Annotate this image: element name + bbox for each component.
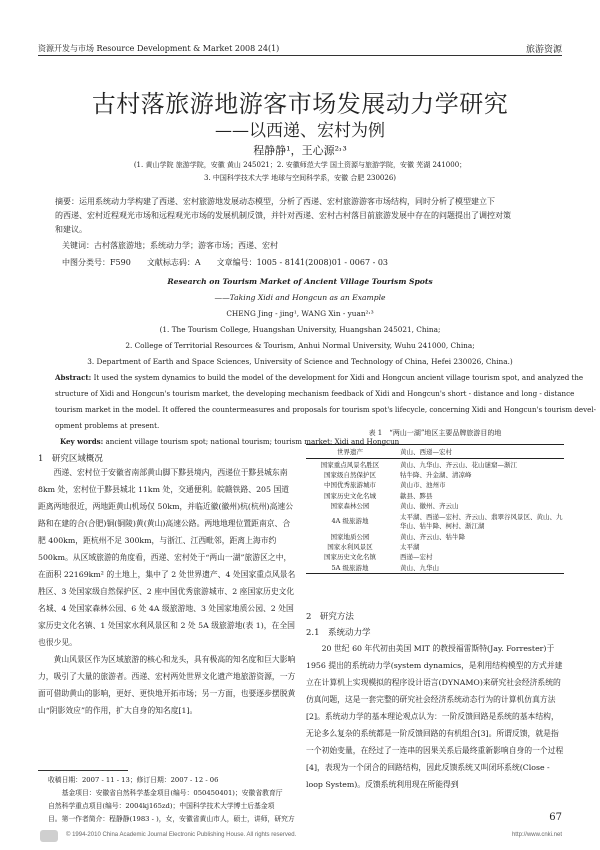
affiliation-line: (1. 黄山学院 旅游学院，安徽 黄山 245021；2. 安徽师范大学 国土资源与旅游学院，安徽 芜湖 241000； bbox=[133, 161, 467, 169]
table-cell: 5A 级旅游地 bbox=[331, 563, 369, 572]
subsection-heading: 2.1 系统动力学 bbox=[306, 628, 371, 638]
table-header-cell: 世界遗产 bbox=[337, 448, 363, 456]
footer-url-link[interactable]: http://www.cnki.net bbox=[511, 832, 562, 838]
page-number: 67 bbox=[549, 812, 562, 823]
section-heading: 2 研究方法 bbox=[306, 612, 354, 622]
table-header-row bbox=[306, 445, 564, 459]
table-cell: 国家森林公园 bbox=[330, 502, 370, 511]
body-paragraph: 20 世纪 60 年代初由美国 MIT 的教授福雷斯特(Jay. Forrester)于 1956 提出的系统动力学(system dynamics，是利用结构模型的方式并建立在计算机上实现模拟的程序设计语言(DYNAMO)来研究社会经济系统的仿真问题，这是一套完整的研究社会经济系统动态行为的计算机仿真方法[2]。系统动力学的基本理论观点认为：一阶反馈回路是系统的基本结构，无论多么复杂的系统都是一阶反馈回路的有机组合[3]。所谓反馈，就是指一个初始变量，在经过了一连串的因果关系后最终重新影响自身的一个过程[4]，表现为一个闭合的回路结构，因此反馈系统又叫闭环系统(Close - loop System)。反馈系统利用现在所能得到 bbox=[306, 644, 564, 789]
table-cell: 歙县、黟县 bbox=[400, 491, 433, 500]
table-row bbox=[306, 531, 564, 541]
journal-header: 资源开发与市场 Resource Development & Market 2008 24(1) bbox=[38, 44, 280, 53]
table-cell: 中国优秀旅游城市 bbox=[324, 481, 376, 490]
paper-authors: 程静静¹，王心源²˒³ bbox=[253, 144, 347, 157]
abstract-cn-line: 摘要：运用系统动力学构建了西递、宏村旅游地发展动态模型，分析了西递、宏村旅游游客市场结构，同时分析了模型建立下 bbox=[55, 197, 495, 206]
table-caption: 表 1 “两山一湖”地区主要品牌旅游目的地 bbox=[368, 429, 502, 437]
table-row bbox=[306, 459, 564, 469]
table-cell: 牯牛降、升金湖、清凉峰 bbox=[400, 471, 472, 480]
header-divider bbox=[38, 55, 562, 56]
table-row bbox=[306, 552, 564, 562]
table-cell: 国家历史文化名城 bbox=[324, 491, 376, 500]
table-cell: 国家地质公园 bbox=[330, 532, 370, 541]
right-column-body bbox=[306, 640, 564, 793]
table-cell: 黄山、九华山、齐云山、花山谜窟—渐江 bbox=[400, 460, 517, 469]
table-row bbox=[306, 490, 564, 500]
table-cell: 黄山市、池州市 bbox=[400, 481, 446, 490]
english-affiliation: (1. The Tourism College, Huangshan University, Huangshan 245021, China; bbox=[159, 325, 441, 334]
table-row bbox=[306, 501, 564, 511]
body-paragraph: 黄山风景区作为区域旅游的核心和龙头，具有极高的知名度和巨大影响力，吸引了大量的旅游者。西递、宏村两处世界文化遗产地旅游资源，一方面可借助黄山的影响，更好、更快地开拓市场；另一方面，也要逐步摆脱黄山“阴影效应”的作用，扩大自身的知名度[1]。 bbox=[38, 655, 296, 715]
table-cell: 黄山、齐云山、牯牛降 bbox=[400, 532, 465, 541]
abstract-en-text: It used the system dynamics to build the model of the development for Xidi and Hongcun ancient village tourism spot, and analyzed the bbox=[93, 373, 584, 382]
data-table bbox=[306, 444, 564, 574]
table-cell: 国家重点风景名胜区 bbox=[320, 460, 380, 469]
classification-line: 中图分类号：F590 文献标志码：A 文章编号：1005 - 8141(2008)01 - 0067 - 03 bbox=[62, 258, 389, 267]
section-heading: 1 研究区域概况 bbox=[38, 454, 103, 464]
footnote: 收稿日期：2007 - 11 - 13；修订日期：2007 - 12 - 06 bbox=[48, 776, 219, 784]
footnote: 第一作者简介：程静静(1983 - )，女，安徽省黄山市人，硕士，讲师，研究方 bbox=[61, 815, 295, 823]
table-row bbox=[306, 541, 564, 551]
table-cell: 黄山、九华山 bbox=[400, 563, 439, 572]
english-title: Research on Tourism Market of Ancient Village Tourism Spots bbox=[167, 277, 433, 286]
abstract-en-line bbox=[55, 373, 583, 382]
table-cell: 太平湖 bbox=[400, 543, 420, 552]
table-cell: 太平湖、西递—宏村、齐云山、翡翠谷风景区、黄山、九华山、牯牛降、柯村、渐江湖 bbox=[400, 512, 563, 530]
table-row bbox=[306, 480, 564, 490]
table-cell: 西递—宏村 bbox=[400, 553, 433, 562]
table-cell: 4A 级旅游地 bbox=[331, 517, 369, 526]
table-header-cell: 黄山、西递—宏村 bbox=[400, 448, 452, 456]
section-header: 旅游资源 bbox=[525, 45, 562, 55]
footer-bar bbox=[0, 829, 600, 843]
body-paragraph: 西递、宏村位于安徽省南部黄山脚下黟县境内，西递位于黟县城东南 8km 处，宏村位于黟县城北 11km 处，交通便利。皖赣铁路、205 国道距离两地很近，两地距黄山机场仅 50km，并临近徽(徽州)杭(杭州)高速公路和在建的合(合肥)铜(铜陵)黄(黄山)高速公路。两地地理位置距南京、合肥 400km，距杭州不足 300km，与浙江、江西毗邻，距离上海市约 500km。从区域旅游的角度看，西递、宏村处于“两山一湖”旅游区之中，在面积 22169km² 的土地上，集中了 2 处世界遗产、4 处国家重点风景名胜区、3 处国家级自然保护区、2 座中国优秀旅游城市、2 座国家历史文化名城、4 处国家森林公园、6 处 4A 级旅游地、3 处国家地质公园、2 处国家历史文化名镇、1 处国家水利风景区和 2 处 5A 级旅游地(表 1)，在全国也很少见。 bbox=[38, 468, 296, 647]
table-row bbox=[306, 562, 564, 572]
english-authors: CHENG Jing - jing¹, WANG Xin - yuan²˒³ bbox=[226, 309, 374, 318]
keywords-en-label: Key words: bbox=[60, 437, 104, 446]
paper-title: 古村落旅游地游客市场发展动力学研究 bbox=[91, 90, 509, 118]
left-column-body bbox=[38, 464, 296, 719]
keywords-cn: 关键词：古村落旅游地；系统动力学；游客市场；西递、宏村 bbox=[62, 241, 278, 250]
table-cell: 国家历史文化名镇 bbox=[324, 553, 376, 562]
abstract-cn-line: 和建议。 bbox=[55, 225, 87, 234]
abstract-en-line: structure of Xidi and Hongcun's tourism market, the developing mechanism feedback of Xidi and Hongcun's short - distance and long - distance bbox=[55, 389, 575, 398]
footer-copyright: © 1994-2010 China Academic Journal Electronic Publishing House. All rights reserved. bbox=[66, 832, 297, 838]
abstract-cn-line: 的西递、宏村近程观光市场和远程观光市场的发展机制反馈，并针对西递、宏村古村落目前旅游发展中存在的问题提出了调控对策 bbox=[55, 211, 511, 220]
english-subtitle: ——Taking Xidi and Hongcun as an Example bbox=[214, 293, 386, 302]
table-row bbox=[306, 511, 564, 531]
affiliation-line: 3. 中国科学技术大学 地球与空间科学系，安徽 合肥 230026) bbox=[203, 174, 397, 182]
abstract-en-label: Abstract: bbox=[55, 373, 92, 382]
footnote: 基金项目：安徽省自然科学基金项目(编号：050450401)；安徽省教育厅自然科学重点项目(编号：2004kj165zd)；中国科学技术大学博士后基金项目。 bbox=[48, 789, 283, 823]
table-row bbox=[306, 469, 564, 479]
english-affiliation: 3. Department of Earth and Space Sciences, University of Science and Technology of China, Hefei 230026, China.) bbox=[87, 357, 513, 366]
table-cell: 国家水利风景区 bbox=[327, 543, 373, 552]
cnki-logo-icon bbox=[40, 830, 58, 842]
abstract-en-line: opment problems at present. bbox=[55, 421, 160, 430]
keywords-en-text: ancient village tourism spot; national tourism; tourism market; Xidi and Hongcun bbox=[105, 437, 400, 446]
footnote-divider bbox=[38, 770, 128, 771]
paper-subtitle: ——以西递、宏村为例 bbox=[215, 121, 385, 141]
table-cell: 黄山、徽州、齐云山 bbox=[400, 502, 459, 511]
english-affiliation: 2. College of Territorial Resources & Tourism, Anhui Normal University, Wuhu 241000, China; bbox=[125, 341, 475, 350]
table-cell: 国家级自然保护区 bbox=[324, 471, 376, 480]
abstract-en-line: tourism market in the model. It offered the countermeasures and proposals for tourism spot's lifecycle, concerning Xidi and Hongcun's tourism devel- bbox=[55, 405, 596, 414]
